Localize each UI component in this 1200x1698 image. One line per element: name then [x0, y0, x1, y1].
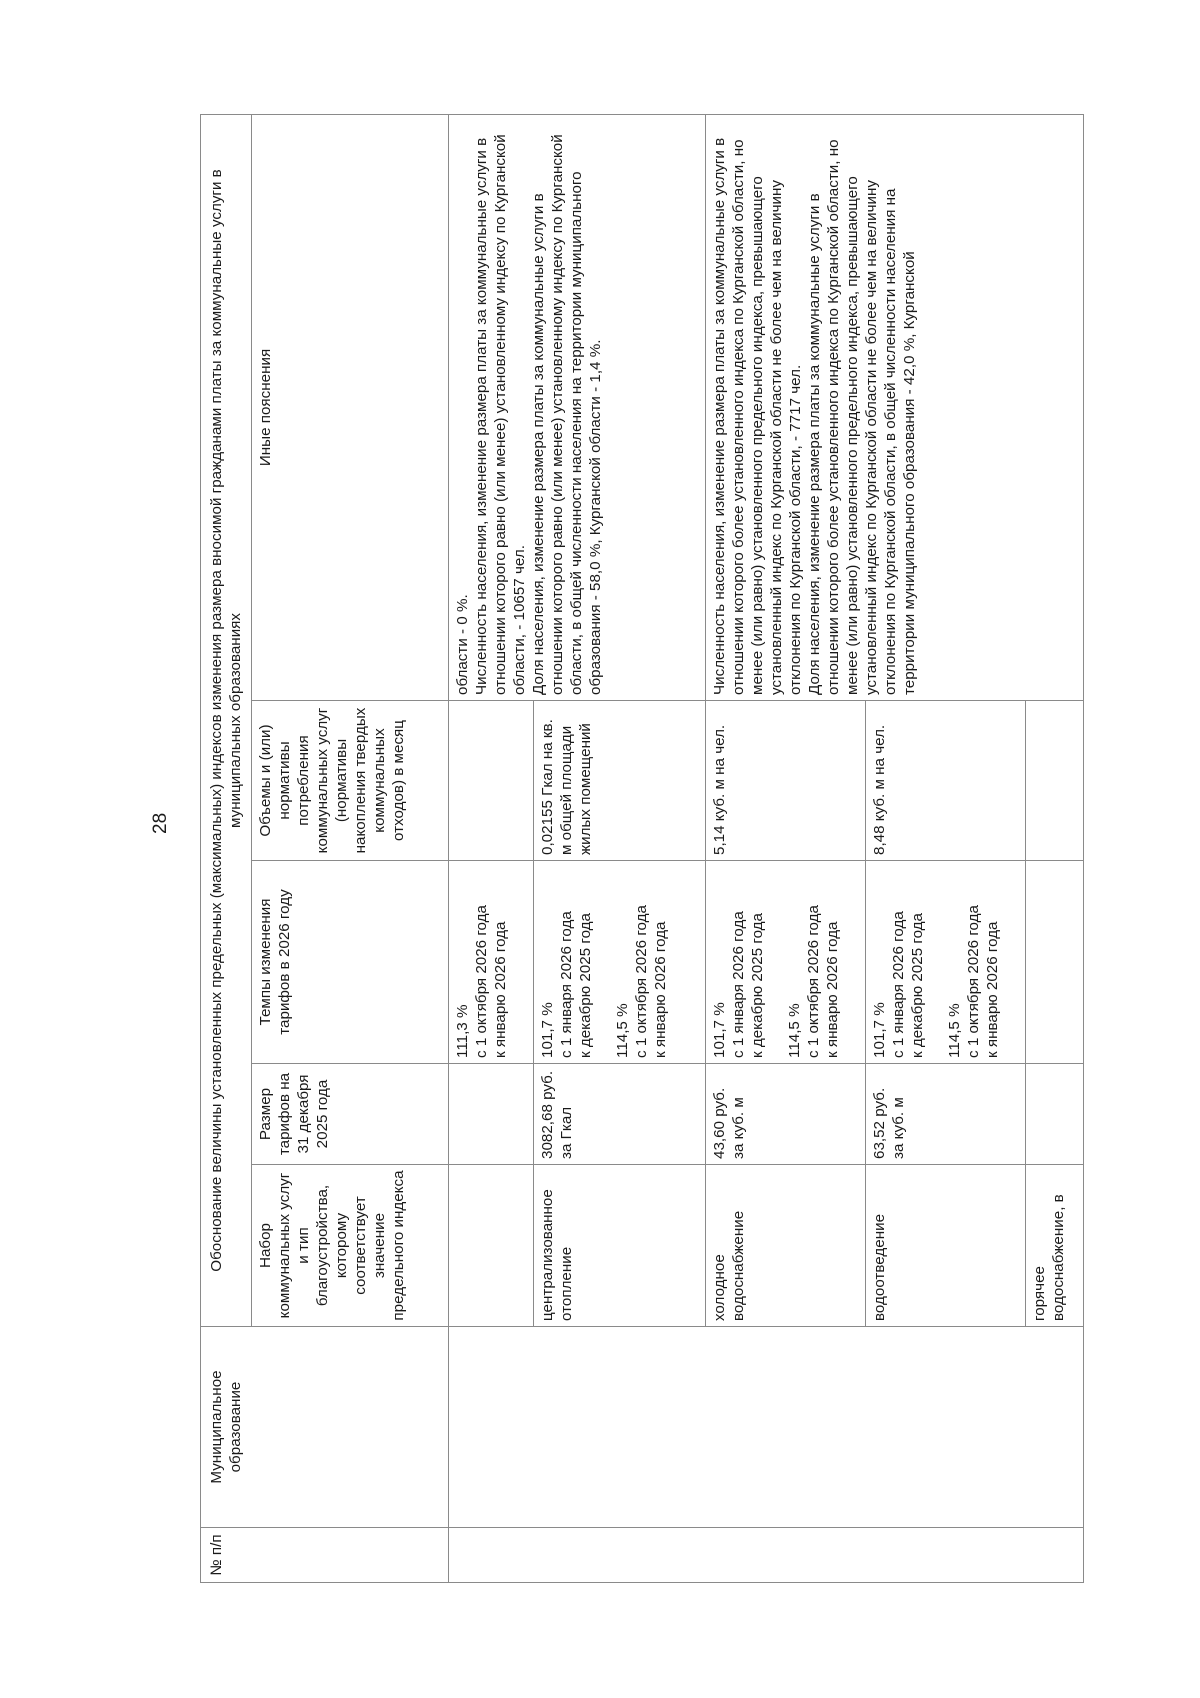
page-number: 28	[150, 812, 171, 834]
cell-rate	[534, 861, 706, 1064]
rate-block: 101,7 % с 1 января 2026 года к декабрю 2025 года	[711, 911, 766, 1058]
cell-volume: 0,02155 Гкал на кв. м общей площади жилых помещений	[534, 701, 706, 861]
cell-service	[449, 1165, 534, 1327]
cell-notes: области - 0 %. Численность населения, изменение размера платы за коммунальные услуги в отношении которого равно (или менее) установленному индексу по Курганской области, - 10657 чел. Доля населения, изменение размера платы за коммунальные услуги в отношении которого равно (или менее) установленному индексу по Курганской области, в общей численности населения на территории муниципального образования - 58,0 %, Курганской области - 1,4 %.	[449, 114, 706, 700]
table-title: Обоснование величины установленных предельных (максимальных) индексов изменения размера вносимой гражданами платы за коммунальные услуги в муниципальных образованиях	[201, 114, 252, 1326]
cell-rate	[1026, 861, 1084, 1064]
cell-tariff	[449, 1064, 534, 1165]
rate-block: 114,5 % с 1 октября 2026 года к январю 2026 года	[614, 905, 669, 1058]
cell-tariff: 63,52 руб. за куб. м	[866, 1064, 1026, 1165]
cell-tariff	[1026, 1064, 1084, 1165]
cell-rate	[449, 861, 534, 1064]
cell-volume	[449, 701, 534, 861]
header-service-set: Набор коммунальных услуг и тип благоустройства, которому соответствует значение предельного индекса	[252, 1165, 449, 1327]
rate-block: 101,7 % с 1 января 2026 года к декабрю 2025 года	[871, 911, 926, 1058]
tariff-index-table	[200, 114, 1084, 1583]
cell-tariff: 43,60 руб. за куб. м	[706, 1064, 866, 1165]
header-volume: Объемы и (или) нормативы потребления коммунальных услуг (нормативы накопления твердых коммунальных отходов) в месяц	[252, 701, 449, 861]
rotated-table-wrapper	[200, 115, 1140, 1583]
cell-service: холодное водоснабжение	[706, 1165, 866, 1327]
rate-block: 101,7 % с 1 января 2026 года к декабрю 2025 года	[539, 911, 594, 1058]
cell-tariff: 3082,68 руб. за Гкал	[534, 1064, 706, 1165]
table-row	[449, 114, 534, 1582]
cell-service: горячее водоснабжение, в	[1026, 1165, 1084, 1327]
rate-block: 111,3 % с 1 октября 2026 года к январю 2026 года	[454, 905, 509, 1058]
cell-rate	[706, 861, 866, 1064]
cell-service: водоотведение	[866, 1165, 1026, 1327]
cell-municipality	[449, 1327, 1084, 1528]
rate-block: 114,5 % с 1 октября 2026 года к январю 2026 года	[786, 905, 841, 1058]
cell-volume	[1026, 701, 1084, 861]
rate-block: 114,5 % с 1 октября 2026 года к январю 2026 года	[946, 905, 1001, 1058]
header-tariff: Размер тарифов на 31 декабря 2025 года	[252, 1064, 449, 1165]
header-num: № п/п	[201, 1528, 449, 1583]
cell-notes: Численность населения, изменение размера платы за коммунальные услуги в отношении которого более установленного индекса по Курганской области, но менее (или равно) установленного предельного индекса, превышающего установленный индекс по Курганской области не более чем на величину отклонения по Курганской области, - 7717 чел. Доля населения, изменение размера платы за коммунальные услуги в отношении которого более установленного индекса по Курганской области, но менее (или равно) установленного предельного индекса, превышающего установленный индекс по Курганской области не более чем на величину отклонения по Курганской области, в общей численности населения на территории муниципального образования - 42,0 %, Курганской	[706, 114, 1084, 700]
cell-rate	[866, 861, 1026, 1064]
cell-volume: 5,14 куб. м на чел.	[706, 701, 866, 861]
cell-volume: 8,48 куб. м на чел.	[866, 701, 1026, 861]
header-rate: Темпы изменения тарифов в 2026 году	[252, 861, 449, 1064]
cell-num	[449, 1528, 1084, 1583]
cell-service: централизованное отопление	[534, 1165, 706, 1327]
header-municipality: Муниципальное образование	[201, 1327, 449, 1528]
header-notes: Иные пояснения	[252, 114, 449, 700]
